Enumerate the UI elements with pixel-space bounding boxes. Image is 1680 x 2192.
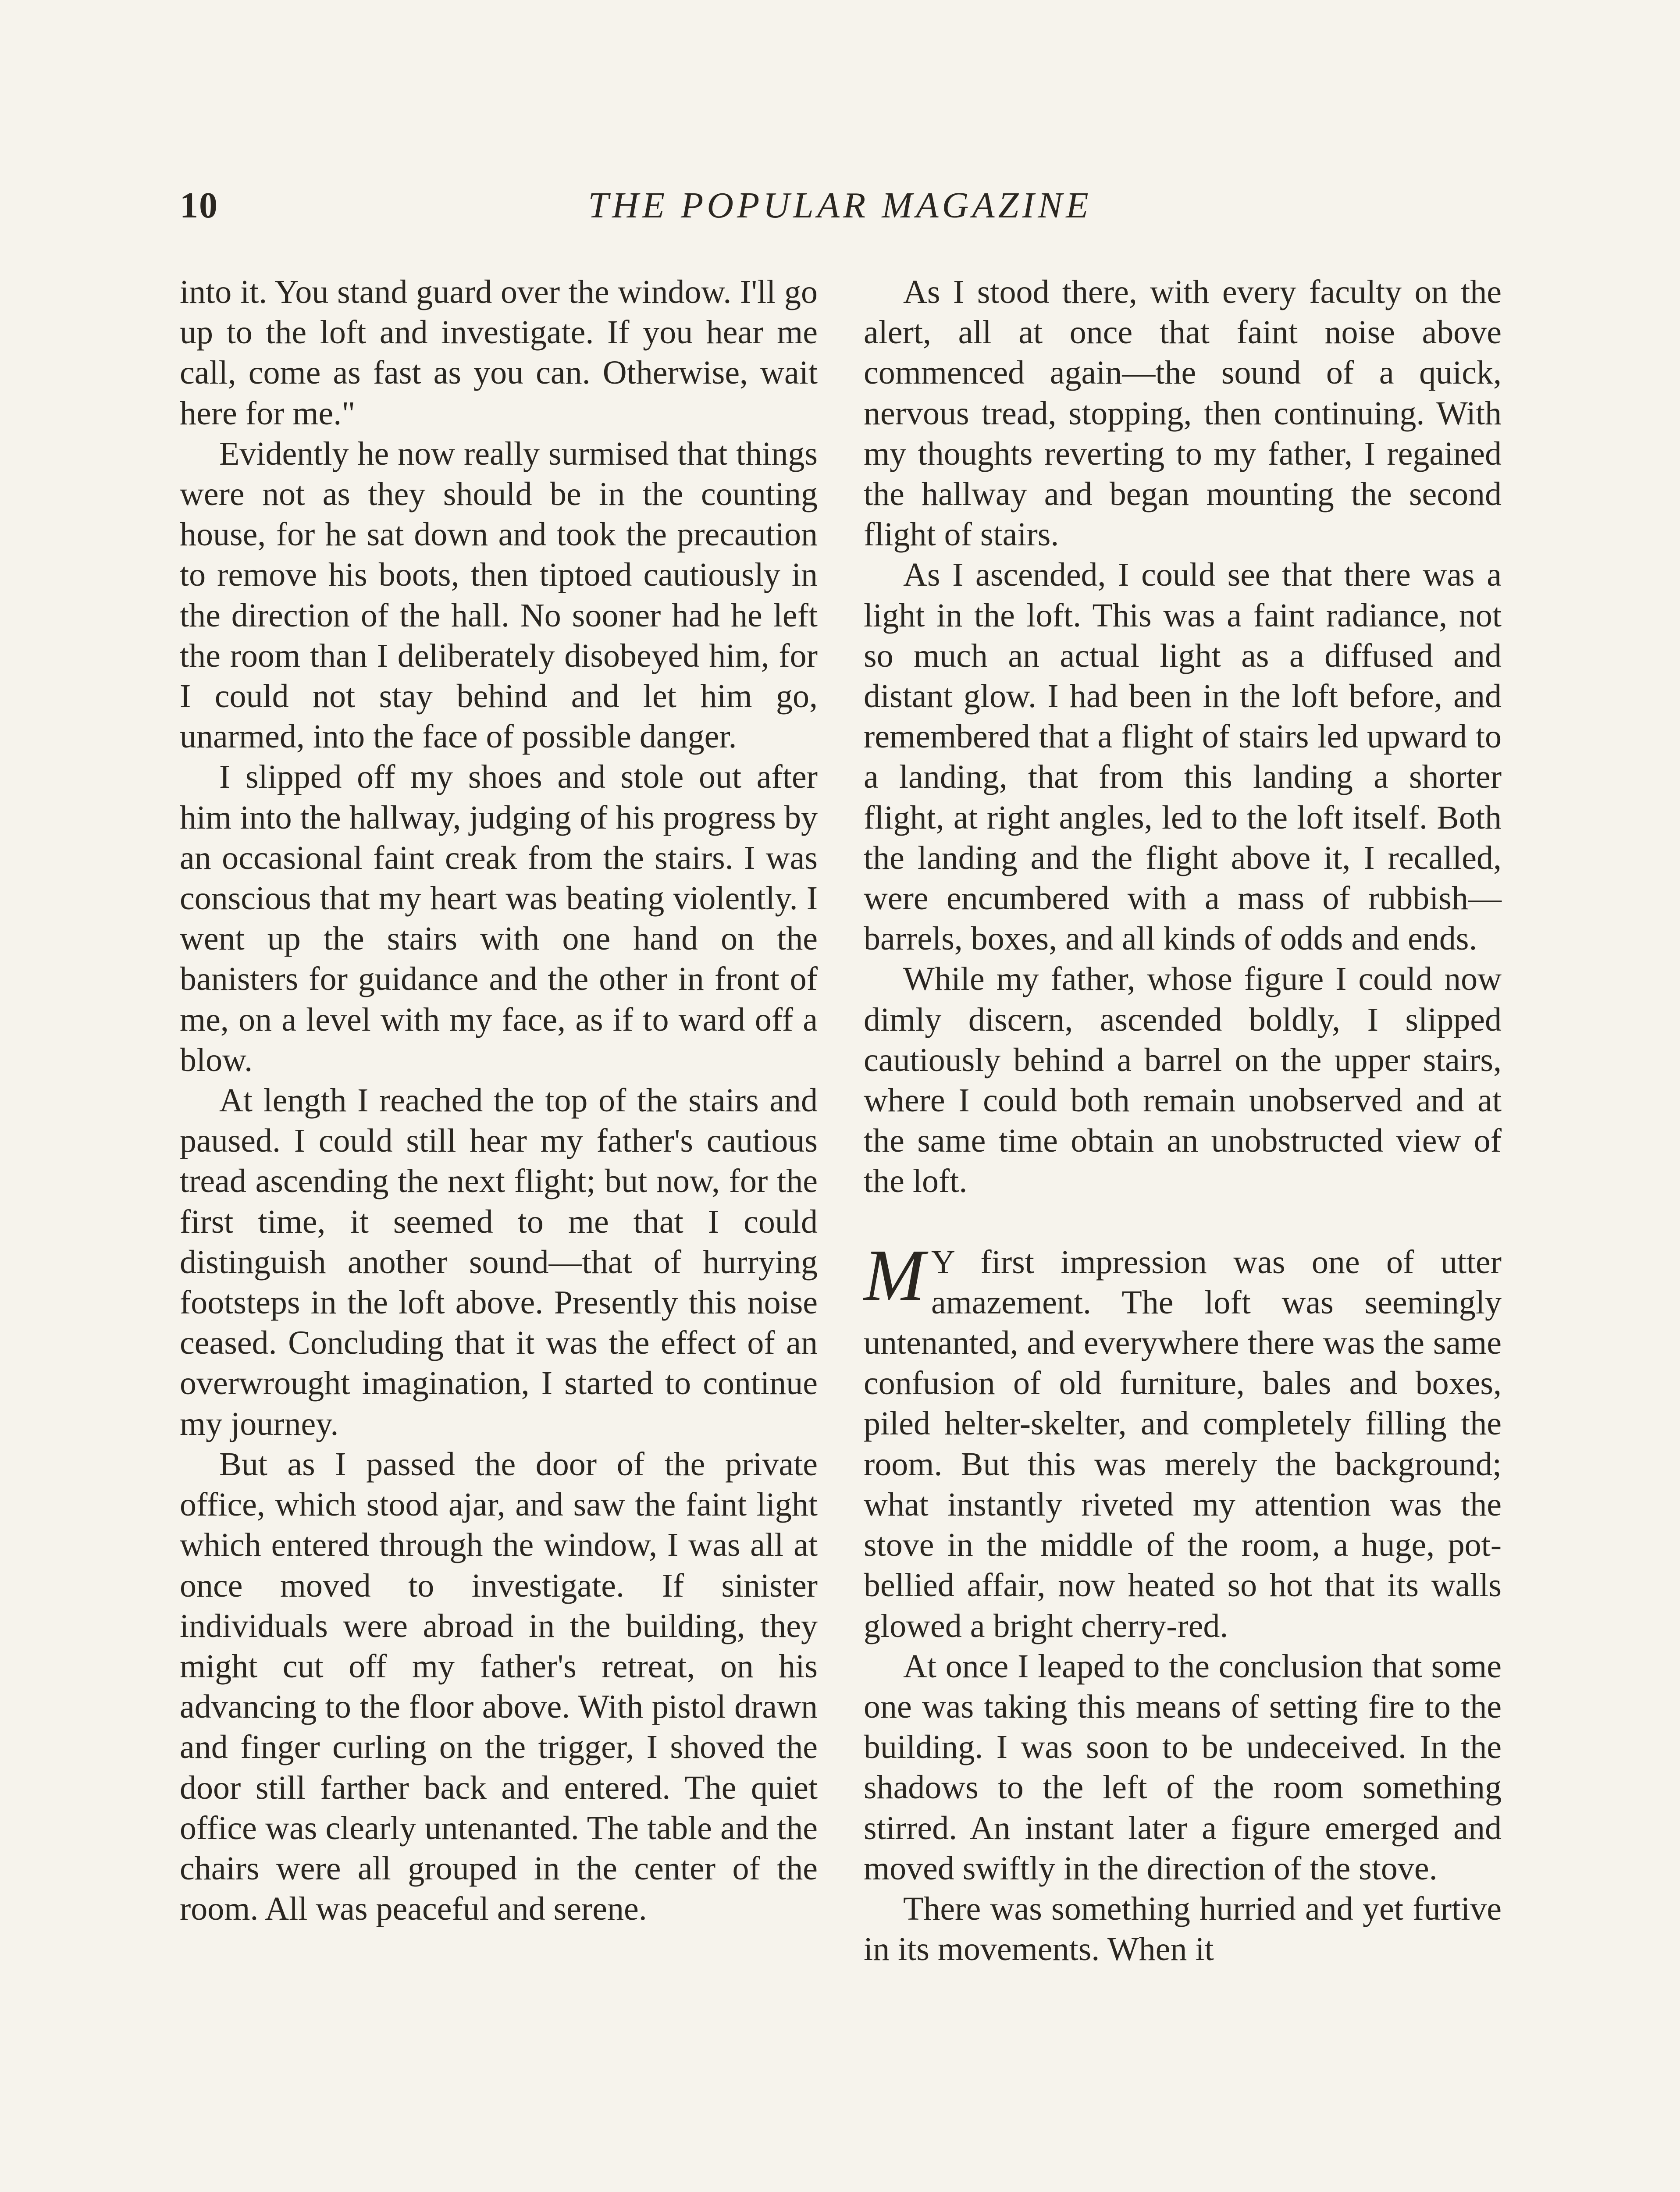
- paragraph: While my father, whose figure I could now dimly discern, ascended boldly, I slipped cautiously behind a barrel on the upper stairs, where I could both remain unobserved and at the same time obtain an unobstructed view of the loft.: [864, 961, 1502, 1200]
- page-number: 10: [180, 185, 218, 226]
- right-column: [864, 272, 1502, 1969]
- paragraph: At length I reached the top of the stairs and paused. I could still hear my father's cautious tread ascending the next flight; but now, for the first time, it seemed to me that I could distinguish another sound—that of hurrying footsteps in the loft above. Presently this noise ceased. Concluding that it was the effect of an overwrought imagination, I started to continue my journey.: [180, 1082, 818, 1442]
- running-title: THE POPULAR MAGAZINE: [588, 185, 1092, 226]
- left-column: [180, 272, 818, 1929]
- paragraph: As I ascended, I could see that there was a light in the loft. This was a faint radiance, not so much an actual light as a diffused and distant glow. I had been in the loft before, and remembered that a flight of stairs led upward to a landing, that from this landing a shorter flight, at right angles, led to the loft itself. Both the landing and the flight above it, I recalled, were encumbered with a mass of rubbish—barrels, boxes, and all kinds of odds and ends.: [864, 556, 1502, 957]
- paragraph: Evidently he now really surmised that things were not as they should be in the counting house, for he sat down and took the precaution to remove his boots, then tiptoed cautiously in the direction of the hall. No sooner had he left the room than I deliberately disobeyed him, for I could not stay behind and let him go, unarmed, into the face of possible danger.: [180, 435, 818, 755]
- page-header: [180, 184, 1500, 237]
- paragraph: As I stood there, with every faculty on the alert, all at once that faint noise above commenced again—the sound of a quick, nervous tread, stopping, then continuing. With my thoughts reverting to my father, I regained the hallway and began mounting the second flight of stairs.: [864, 274, 1502, 553]
- paragraph: into it. You stand guard over the window. I'll go up to the loft and investigate. If you hear me call, come as fast as you can. Otherwise, wait here for me.": [180, 274, 818, 432]
- section-opening-text: Y first impression was one of utter amazement. The loft was seemingly untenanted, and everywhere there was the same confusion of old furniture, bales and boxes, piled helter-skelter, and completely filling the room. But this was merely the background; what instantly riveted my attention was the stove in the middle of the room, a huge, pot-bellied affair, now heated so hot that its walls glowed a bright cherry-red.: [864, 1243, 1502, 1644]
- paragraph: But as I passed the door of the private office, which stood ajar, and saw the faint light which entered through the window, I was all at once moved to investigate. If sinister individuals were abroad in the building, they might cut off my father's retreat, on his advancing to the floor above. With pistol drawn and finger curling on the trigger, I shoved the door still farther back and entered. The quiet office was clearly untenanted. The table and the chairs were all grouped in the center of the room. All was peaceful and serene.: [180, 1445, 818, 1928]
- paragraph: At once I leaped to the conclusion that some one was taking this means of setting fire to the building. I was soon to be undeceived. In the shadows to the left of the room something stirred. An instant later a figure emerged and moved swiftly in the direction of the stove.: [864, 1648, 1502, 1887]
- paragraph: I slipped off my shoes and stole out after him into the hallway, judging of his progress by an occasional faint creak from the stairs. I was conscious that my heart was beating violently. I went up the stairs with one hand on the banisters for guidance and the other in front of me, on a level with my face, as if to ward off a blow.: [180, 758, 818, 1078]
- drop-cap: M: [864, 1234, 925, 1316]
- paragraph: There was something hurried and yet furtive in its movements. When it: [864, 1890, 1502, 1968]
- section-opening-paragraph: [864, 1234, 1502, 1646]
